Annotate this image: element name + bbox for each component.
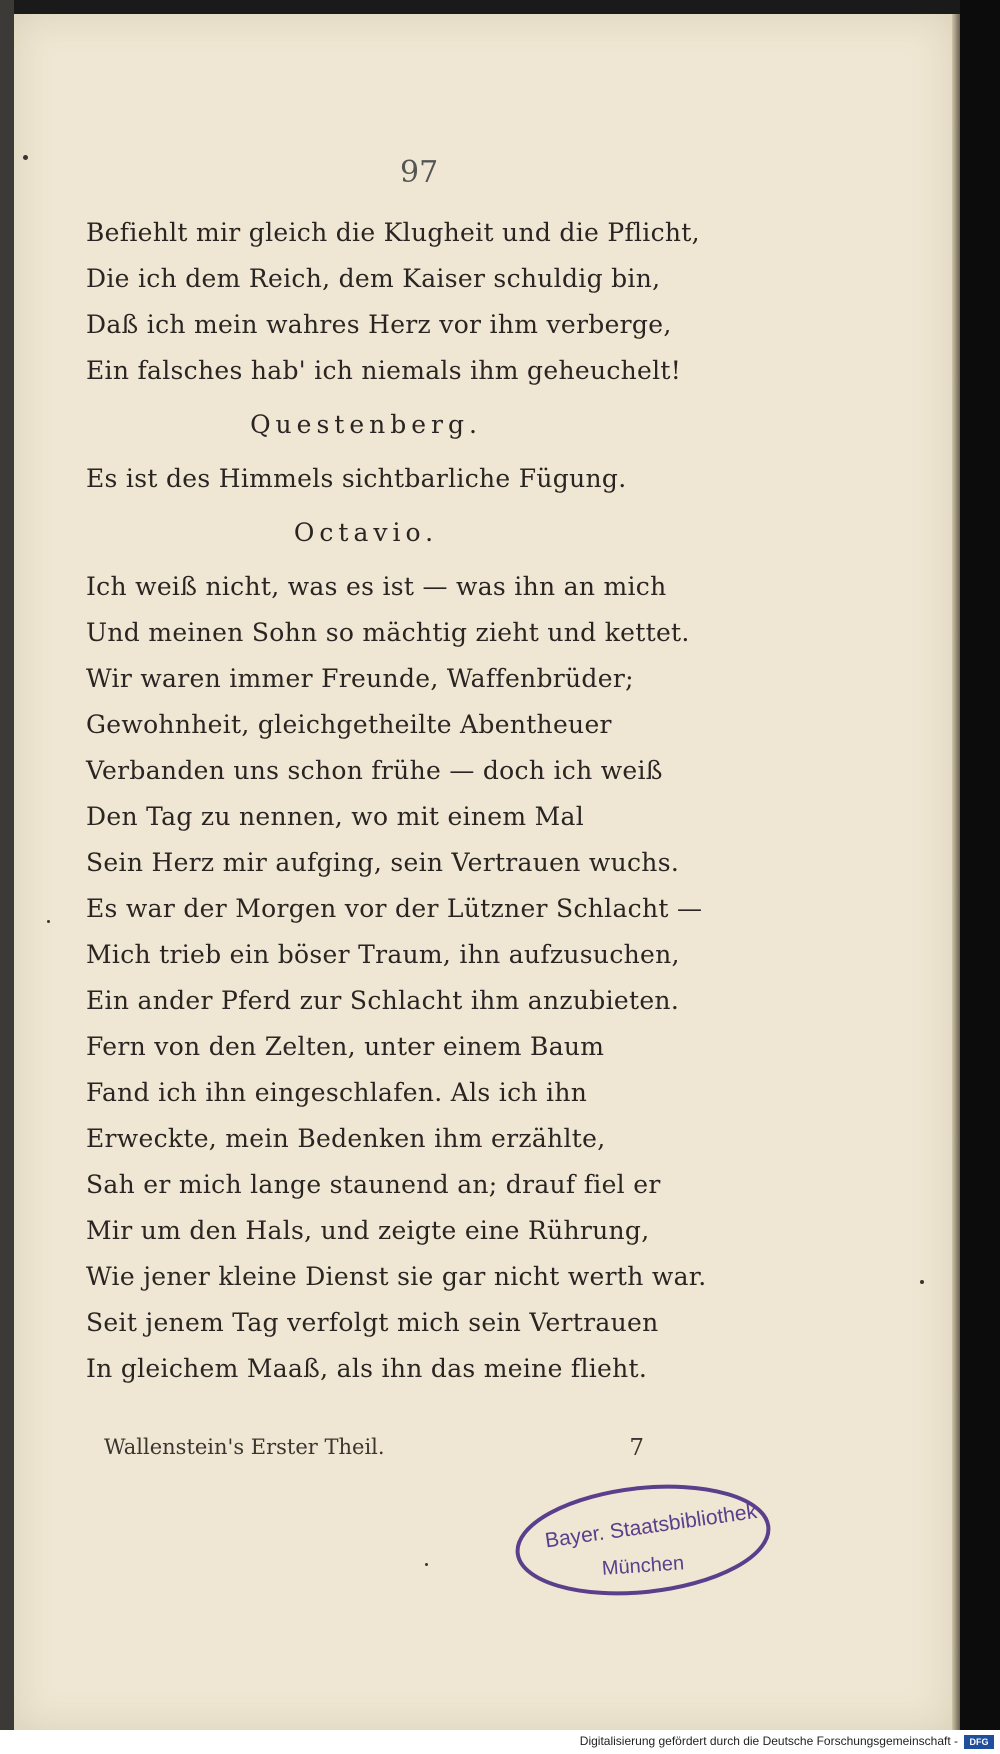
verse-line: Den Tag zu nennen, wo mit einem Mal [86,802,585,831]
page-edge [952,14,960,1730]
footer-credit: Digitalisierung gefördert durch die Deutsche Forschungsgemeinschaft - [579,1734,958,1748]
stamp-library-name: Bayer. Staatsbibliothek [543,1500,759,1553]
verse-line: Fern von den Zelten, unter einem Baum [86,1032,605,1061]
verse-line: Mir um den Hals, und zeigte eine Rührung, [86,1216,650,1245]
verse-line: Und meinen Sohn so mächtig zieht und kettet. [86,618,690,647]
verse-line: Verbanden uns schon frühe — doch ich weiß [86,756,663,785]
ink-speck [920,1280,924,1284]
page-number: 97 [400,155,439,190]
verse-line: Fand ich ihn eingeschlafen. Als ich ihn [86,1078,588,1107]
verse-line: Ein ander Pferd zur Schlacht ihm anzubieten. [86,986,680,1015]
verse-text-block [86,210,707,1392]
speaker-name: Octavio. [293,518,439,547]
signature-mark: 7 [629,1435,644,1461]
verse-line: Erweckte, mein Bedenken ihm erzählte, [86,1124,606,1153]
verse-line: Seit jenem Tag verfolgt mich sein Vertrauen [86,1308,659,1337]
verse-line: Befiehlt mir gleich die Klugheit und die Pflicht, [86,218,700,247]
verse-line: Mich trieb ein böser Traum, ihn aufzusuchen, [86,940,680,969]
verse-line: Die ich dem Reich, dem Kaiser schuldig bin, [86,264,661,293]
verse-line: Sein Herz mir aufging, sein Vertrauen wuchs. [86,848,680,877]
verse-line: Ein falsches hab' ich niemals ihm geheuchelt! [86,356,682,385]
verse-line: Es war der Morgen vor der Lützner Schlacht — [86,894,703,923]
page-footer [104,1435,644,1471]
verse-line: Ich weiß nicht, was es ist — was ihn an mich [86,572,667,601]
verse-line: Gewohnheit, gleichgetheilte Abentheuer [86,710,612,739]
scan-background-left [0,0,14,1730]
dfg-logo: DFG [964,1735,994,1749]
scan-background-right [960,0,1000,1730]
verse-line: Sah er mich lange staunend an; drauf fiel er [86,1170,661,1199]
ink-speck [47,920,50,923]
ink-speck [23,155,28,160]
ink-speck [425,1563,428,1566]
verse-line: Daß ich mein wahres Herz vor ihm verberge, [86,310,672,339]
verse-line: Wir waren immer Freunde, Waffenbrüder; [86,664,634,693]
verse-line: Wie jener kleine Dienst sie gar nicht werth war. [86,1262,707,1291]
library-stamp [512,1480,774,1600]
running-title: Wallenstein's Erster Theil. [104,1435,385,1459]
stamp-city: München [601,1552,685,1580]
verse-line: In gleichem Maaß, als ihn das meine flieht. [86,1354,648,1383]
verse-line: Es ist des Himmels sichtbarliche Fügung. [86,464,627,493]
speaker-name: Questenberg. [250,410,482,439]
